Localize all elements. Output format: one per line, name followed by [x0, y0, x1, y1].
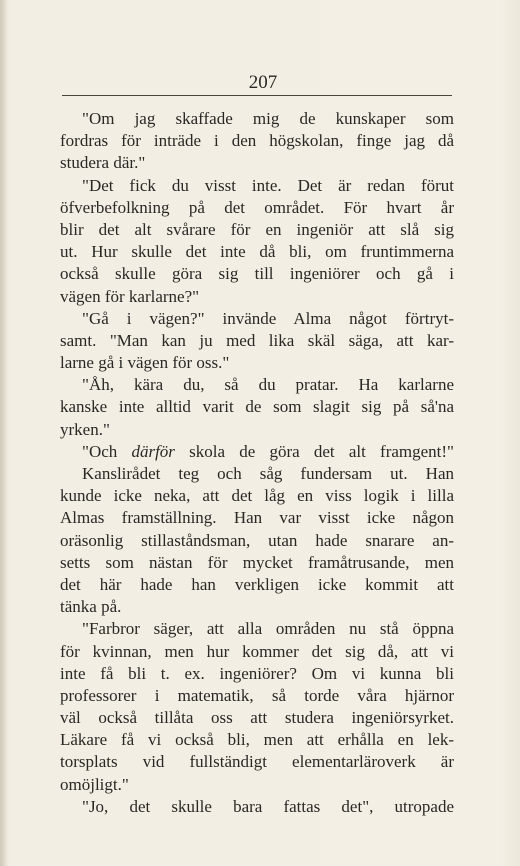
text-line: väl också tillåta oss att studera ingeniörsyrket. [60, 708, 454, 728]
text-line: oräsonlig stillaståndsman, utan hade snarare an- [60, 530, 454, 550]
text-line: Kanslirådet teg och såg fundersam ut. Han [82, 464, 454, 483]
text-line: "Gå i vägen?" invände Alma något förtryt- [82, 308, 454, 328]
text-line: larne gå i vägen för oss." [60, 353, 230, 373]
text-line: samt. "Man kan ju med lika skäl säga, att kar- [60, 330, 454, 350]
text-line: för kvinnan, men hur kommer det sig då, att vi [60, 641, 454, 661]
text-line: öfverbefolkning på det området. För hvart år [60, 197, 454, 217]
text-line: "Och därför skola de göra det alt framgent!" [82, 441, 454, 461]
header-rule [62, 95, 452, 96]
text-line: "Åh, kära du, så du pratar. Ha karlarne [82, 375, 454, 395]
text-line: också skulle göra sig till ingeniörer och gå i [60, 264, 454, 284]
text-line: "Jo, det skulle bara fattas det", utropade [82, 796, 454, 816]
text-line: Läkare få vi också bli, men att erhålla en lek- [60, 730, 454, 750]
text-line: Almas framställning. Han var visst icke någon [60, 508, 454, 528]
text-line: professorer i matematik, så torde våra hjärnor [60, 685, 454, 705]
page-number: 207 [248, 72, 278, 93]
text-line: ut. Hur skulle det inte då bli, om fruntimmerna [60, 242, 454, 262]
text-line: "Det fick du visst inte. Det är redan förut [82, 175, 454, 195]
body-text [60, 108, 454, 818]
spine-shadow [0, 0, 8, 866]
text-line: omöjligt." [60, 774, 129, 794]
text-line: kunde icke neka, att det låg en viss logik i lilla [60, 486, 454, 506]
text-line: fordras för inträde i den högskolan, finge jag då [60, 131, 454, 151]
text-line: torsplats vid fullständigt elementarläroverk är [60, 752, 454, 772]
text-line: vägen för karlarne?" [60, 286, 200, 306]
text-line: yrken." [60, 419, 110, 439]
text-line: kanske inte alltid varit de som slagit sig på så'na [60, 397, 454, 417]
text-line: det här hade han verkligen icke kommit att [60, 574, 454, 594]
text-line: blir det alt svårare för en ingeniör att slå sig [60, 219, 454, 239]
emphasized-word: därför [131, 441, 175, 461]
text-line: inte få bli t. ex. ingeniörer? Om vi kunna bli [60, 663, 454, 683]
text-line: tänka på. [60, 597, 122, 617]
text-line: "Farbror säger, att alla områden nu stå öppna [82, 619, 454, 639]
text-line: setts som nästan för mycket framåtrusande, men [60, 552, 454, 572]
text-line: studera där." [60, 153, 146, 173]
text-line: "Om jag skaffade mig de kunskaper som [82, 109, 454, 128]
